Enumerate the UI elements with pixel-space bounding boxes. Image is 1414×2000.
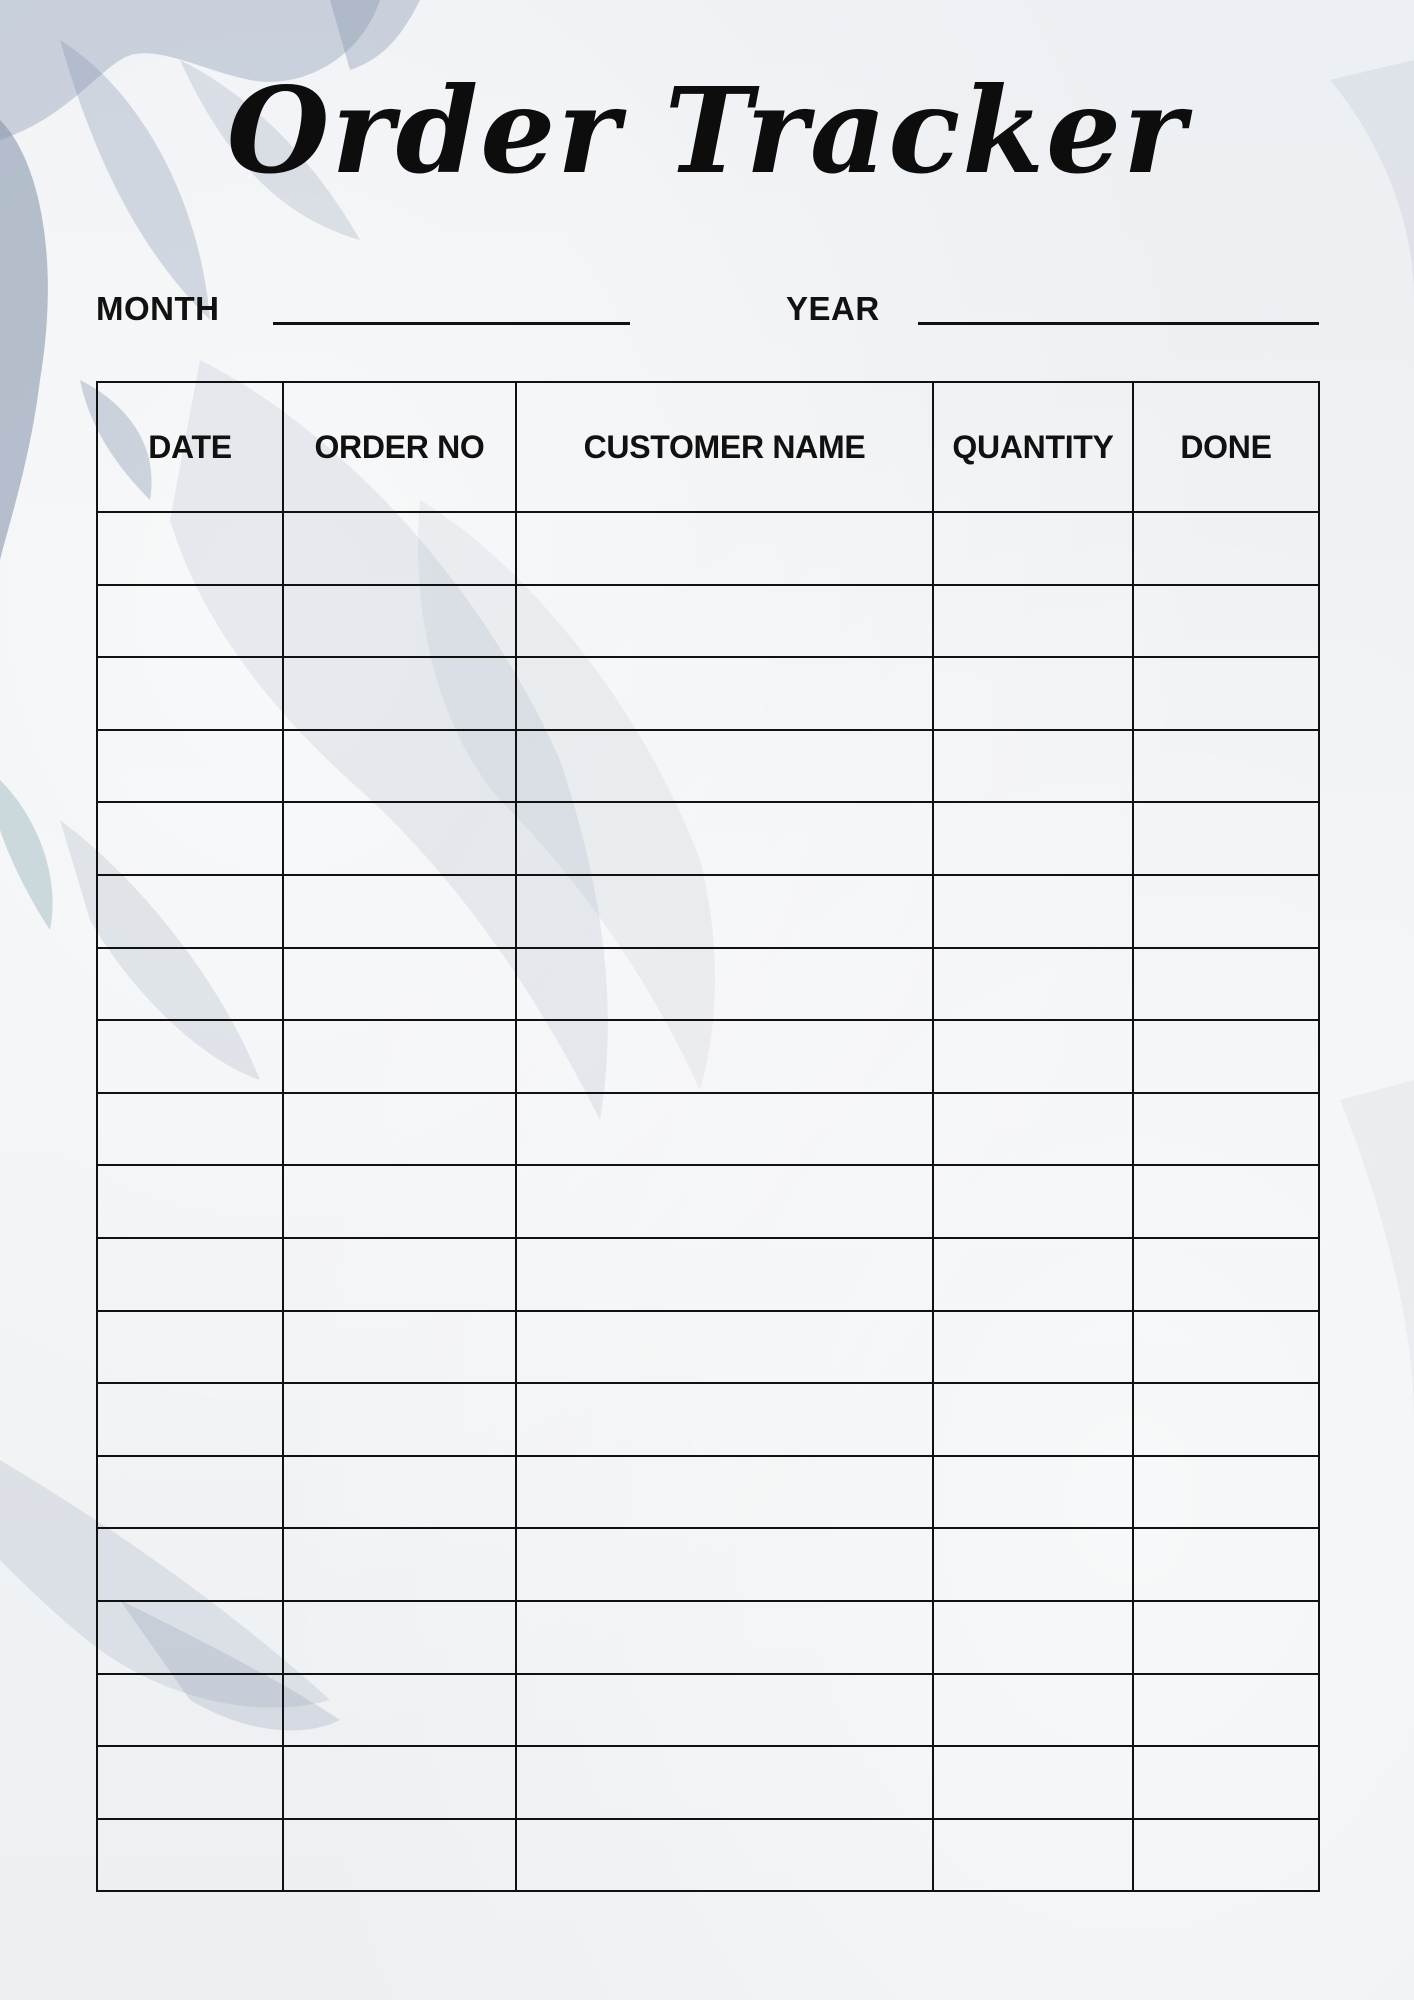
cell-customer-name[interactable] [516,875,933,948]
table-row [97,1020,1319,1093]
cell-customer-name[interactable] [516,1456,933,1529]
cell-done[interactable] [1133,1165,1319,1238]
cell-order-no[interactable] [283,1528,516,1601]
cell-done[interactable] [1133,1093,1319,1166]
cell-order-no[interactable] [283,1093,516,1166]
cell-quantity[interactable] [933,1456,1133,1529]
table-row [97,1528,1319,1601]
cell-customer-name[interactable] [516,1674,933,1747]
cell-order-no[interactable] [283,1674,516,1747]
cell-customer-name[interactable] [516,1311,933,1384]
column-header-date: DATE [97,382,283,512]
table-row [97,1165,1319,1238]
cell-quantity[interactable] [933,948,1133,1021]
table-row [97,1819,1319,1892]
cell-date[interactable] [97,1746,283,1819]
cell-date[interactable] [97,1528,283,1601]
cell-order-no[interactable] [283,1383,516,1456]
table-row [97,512,1319,585]
cell-done[interactable] [1133,1020,1319,1093]
cell-customer-name[interactable] [516,512,933,585]
cell-quantity[interactable] [933,512,1133,585]
cell-quantity[interactable] [933,657,1133,730]
cell-date[interactable] [97,1311,283,1384]
column-header-quantity: QUANTITY [933,382,1133,512]
cell-quantity[interactable] [933,875,1133,948]
cell-done[interactable] [1133,1238,1319,1311]
cell-order-no[interactable] [283,1020,516,1093]
cell-date[interactable] [97,585,283,658]
month-field[interactable] [273,322,630,325]
cell-done[interactable] [1133,802,1319,875]
cell-quantity[interactable] [933,1311,1133,1384]
cell-date[interactable] [97,1456,283,1529]
cell-date[interactable] [97,1238,283,1311]
cell-done[interactable] [1133,948,1319,1021]
table-row [97,1093,1319,1166]
cell-quantity[interactable] [933,802,1133,875]
cell-date[interactable] [97,657,283,730]
cell-order-no[interactable] [283,802,516,875]
cell-done[interactable] [1133,1383,1319,1456]
table-header-row [97,382,1319,512]
table-row [97,1238,1319,1311]
cell-date[interactable] [97,1165,283,1238]
cell-quantity[interactable] [933,1746,1133,1819]
table-row [97,730,1319,803]
cell-date[interactable] [97,512,283,585]
table-body [97,512,1319,1891]
cell-order-no[interactable] [283,1165,516,1238]
cell-done[interactable] [1133,1601,1319,1674]
cell-customer-name[interactable] [516,585,933,658]
cell-quantity[interactable] [933,730,1133,803]
cell-done[interactable] [1133,1528,1319,1601]
table-row [97,1746,1319,1819]
cell-done[interactable] [1133,585,1319,658]
cell-order-no[interactable] [283,730,516,803]
cell-date[interactable] [97,1383,283,1456]
table-row [97,802,1319,875]
table-row [97,1311,1319,1384]
cell-customer-name[interactable] [516,948,933,1021]
cell-done[interactable] [1133,1456,1319,1529]
year-label: YEAR [786,290,880,327]
cell-quantity[interactable] [933,1238,1133,1311]
table-row [97,657,1319,730]
cell-quantity[interactable] [933,1093,1133,1166]
cell-order-no[interactable] [283,875,516,948]
cell-customer-name[interactable] [516,657,933,730]
column-header-order-no: ORDER NO [283,382,516,512]
cell-order-no[interactable] [283,1456,516,1529]
cell-customer-name[interactable] [516,1383,933,1456]
cell-order-no[interactable] [283,948,516,1021]
cell-done[interactable] [1133,1674,1319,1747]
cell-date[interactable] [97,875,283,948]
cell-order-no[interactable] [283,1311,516,1384]
cell-date[interactable] [97,1093,283,1166]
cell-done[interactable] [1133,657,1319,730]
cell-quantity[interactable] [933,585,1133,658]
cell-customer-name[interactable] [516,1165,933,1238]
cell-customer-name[interactable] [516,1819,933,1892]
cell-date[interactable] [97,730,283,803]
cell-done[interactable] [1133,730,1319,803]
table-row [97,585,1319,658]
cell-quantity[interactable] [933,1020,1133,1093]
cell-quantity[interactable] [933,1674,1133,1747]
cell-done[interactable] [1133,875,1319,948]
cell-customer-name[interactable] [516,1020,933,1093]
cell-date[interactable] [97,1020,283,1093]
cell-done[interactable] [1133,1311,1319,1384]
column-header-customer-name: CUSTOMER NAME [516,382,933,512]
cell-date[interactable] [97,1601,283,1674]
cell-customer-name[interactable] [516,802,933,875]
month-label: MONTH [96,290,220,327]
table-row [97,875,1319,948]
cell-quantity[interactable] [933,1383,1133,1456]
cell-customer-name[interactable] [516,1093,933,1166]
table-row [97,1456,1319,1529]
table-row [97,1383,1319,1456]
cell-customer-name[interactable] [516,730,933,803]
cell-quantity[interactable] [933,1528,1133,1601]
column-header-done: DONE [1133,382,1319,512]
table-row [97,948,1319,1021]
cell-order-no[interactable] [283,1238,516,1311]
cell-customer-name[interactable] [516,1746,933,1819]
cell-order-no[interactable] [283,585,516,658]
cell-date[interactable] [97,1674,283,1747]
cell-date[interactable] [97,802,283,875]
cell-quantity[interactable] [933,1819,1133,1892]
cell-customer-name[interactable] [516,1601,933,1674]
cell-customer-name[interactable] [516,1528,933,1601]
cell-quantity[interactable] [933,1601,1133,1674]
table-row [97,1601,1319,1674]
cell-date[interactable] [97,1819,283,1892]
cell-order-no[interactable] [283,657,516,730]
table-row [97,1674,1319,1747]
cell-quantity[interactable] [933,1165,1133,1238]
cell-order-no[interactable] [283,1819,516,1892]
cell-customer-name[interactable] [516,1238,933,1311]
cell-done[interactable] [1133,512,1319,585]
cell-done[interactable] [1133,1819,1319,1892]
cell-order-no[interactable] [283,1601,516,1674]
page-title: Order Tracker [226,61,1188,200]
order-tracker-table [96,381,1320,1892]
cell-order-no[interactable] [283,1746,516,1819]
cell-done[interactable] [1133,1746,1319,1819]
cell-date[interactable] [97,948,283,1021]
cell-order-no[interactable] [283,512,516,585]
year-field[interactable] [918,322,1319,325]
